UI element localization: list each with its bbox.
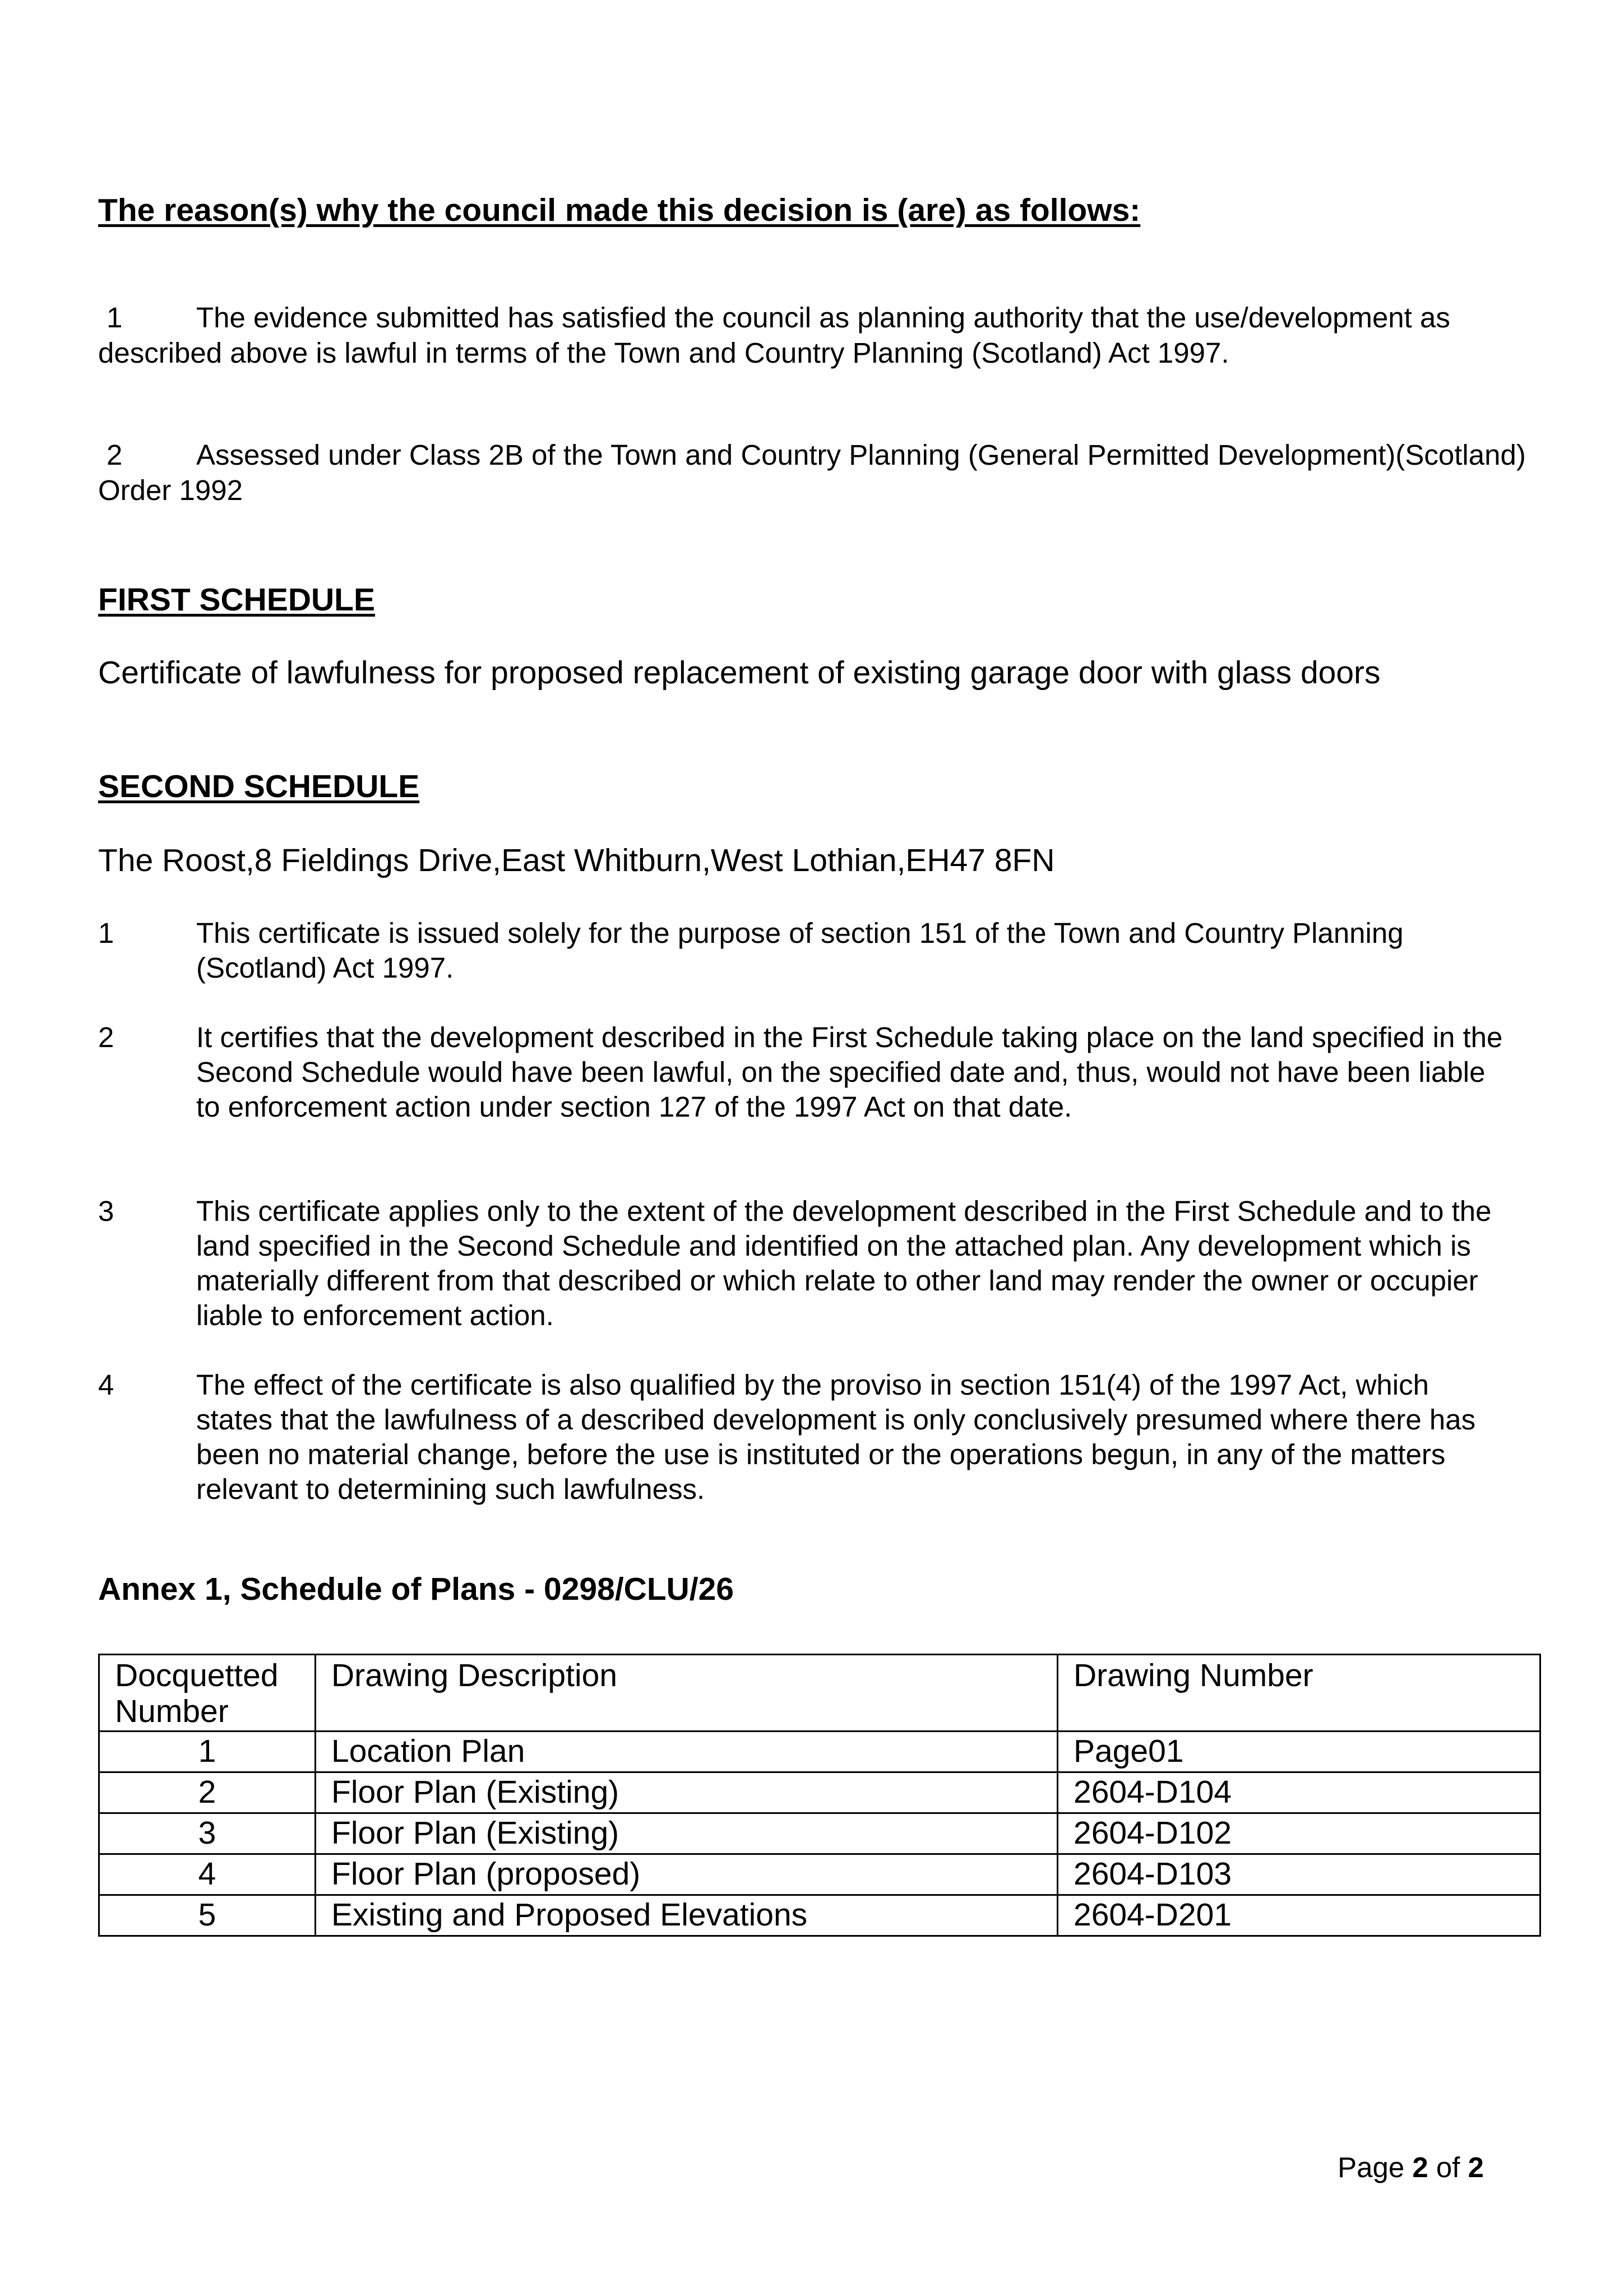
reason-item (98, 300, 1533, 371)
cell-drawing-number: 2604-D103 (1058, 1854, 1540, 1895)
schedule-note (98, 1194, 1511, 1333)
table-row (99, 1772, 1540, 1813)
reasons-heading: The reason(s) why the council made this decision is (are) as follows: (98, 192, 1141, 228)
cell-docquetted: 5 (99, 1895, 316, 1936)
reason-number: 1 (107, 302, 123, 334)
annex-title: Annex 1, Schedule of Plans - 0298/CLU/26 (98, 1571, 734, 1607)
cell-docquetted: 4 (99, 1854, 316, 1895)
table-row (99, 1813, 1540, 1854)
cell-description: Floor Plan (proposed) (316, 1854, 1058, 1895)
reason-number: 2 (107, 439, 123, 471)
header-docquetted-number: Docquetted Number (99, 1655, 316, 1732)
note-number: 3 (98, 1195, 114, 1227)
first-schedule-text: Certificate of lawfulness for proposed replacement of existing garage door with glass doors (98, 655, 1381, 691)
note-number: 4 (98, 1369, 114, 1401)
current-page: 2 (1412, 2151, 1428, 2183)
note-text: The effect of the certificate is also qualified by the proviso in section 151(4) of the 1997 Act, which states that the lawfulness of a described development is only conclusively presumed where there has been no material change, before the use is instituted or the operations begun, in any of the matters relevant to determining such lawfulness. (196, 1369, 1476, 1505)
schedule-of-plans-table (98, 1654, 1541, 1937)
note-text: This certificate applies only to the extent of the development described in the First Schedule and to the land specified in the Second Schedule and identified on the attached plan. Any development which is materially different from that described or which relate to other land may render the owner or occupier liable to enforcement action. (196, 1195, 1492, 1331)
total-pages: 2 (1468, 2151, 1484, 2183)
reason-text: The evidence submitted has satisfied the council as planning authority that the use/development as described above is lawful in terms of the Town and Country Planning (Scotland) Act 1997. (98, 302, 1450, 369)
cell-drawing-number: 2604-D104 (1058, 1772, 1540, 1813)
first-schedule-heading: FIRST SCHEDULE (98, 582, 376, 618)
cell-description: Location Plan (316, 1732, 1058, 1772)
cell-description: Floor Plan (Existing) (316, 1813, 1058, 1854)
schedule-note (98, 1020, 1511, 1124)
page-number-footer (1338, 2150, 1484, 2186)
second-schedule-address: The Roost,8 Fieldings Drive,East Whitburn,West Lothian,EH47 8FN (98, 843, 1055, 878)
of-word: of (1436, 2151, 1460, 2183)
schedule-note (98, 1368, 1511, 1507)
table-row (99, 1732, 1540, 1772)
table-row (99, 1895, 1540, 1936)
cell-description: Floor Plan (Existing) (316, 1772, 1058, 1813)
note-text: It certifies that the development described in the First Schedule taking place on the land specified in the Second Schedule would have been lawful, on the specified date and, thus, would not have been liable to enforcement action under section 127 of the 1997 Act on that date. (196, 1021, 1503, 1123)
second-schedule-heading: SECOND SCHEDULE (98, 769, 420, 804)
reason-text: Assessed under Class 2B of the Town and Country Planning (General Permitted Development)(Scotland) Order 1992 (98, 439, 1526, 506)
cell-docquetted: 2 (99, 1772, 316, 1813)
note-number: 2 (98, 1021, 114, 1053)
schedule-note (98, 916, 1511, 985)
cell-docquetted: 1 (99, 1732, 316, 1772)
cell-drawing-number: 2604-D201 (1058, 1895, 1540, 1936)
note-number: 1 (98, 917, 114, 949)
cell-description: Existing and Proposed Elevations (316, 1895, 1058, 1936)
cell-drawing-number: Page01 (1058, 1732, 1540, 1772)
header-drawing-description: Drawing Description (316, 1655, 1058, 1732)
header-drawing-number: Drawing Number (1058, 1655, 1540, 1732)
table-header-row (99, 1655, 1540, 1732)
table-row (99, 1854, 1540, 1895)
note-text: This certificate is issued solely for the purpose of section 151 of the Town and Country Planning (Scotland) Act 1997. (196, 917, 1404, 984)
cell-docquetted: 3 (99, 1813, 316, 1854)
cell-drawing-number: 2604-D102 (1058, 1813, 1540, 1854)
reason-item (98, 437, 1533, 508)
page-word: Page (1338, 2151, 1405, 2183)
